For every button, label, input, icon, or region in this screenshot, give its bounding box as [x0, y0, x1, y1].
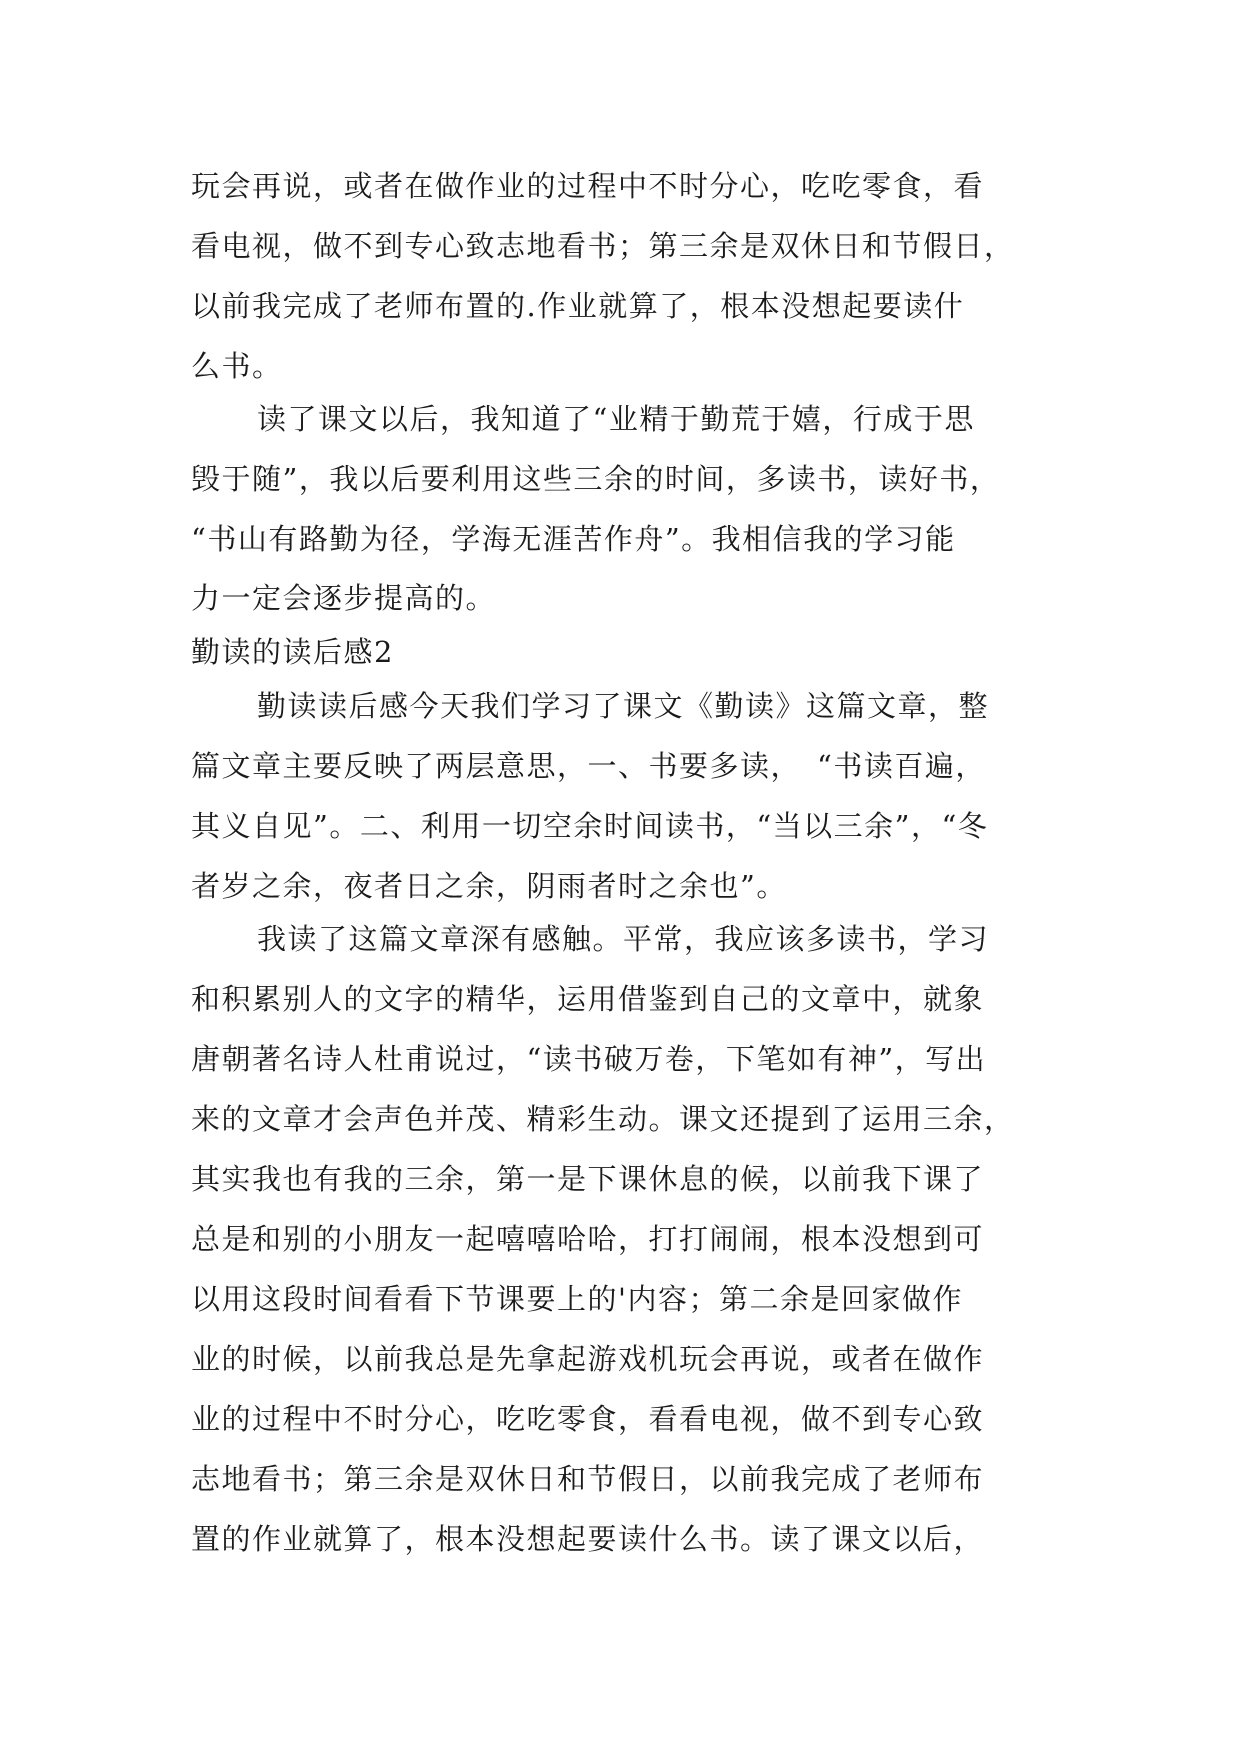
- text-line: 业的过程中不时分心，吃吃零食，看看电视，做不到专心致: [191, 1402, 985, 1436]
- text-line: 来的文章才会声色并茂、精彩生动。课文还提到了运用三余，: [191, 1102, 1015, 1136]
- text-line: 者岁之余，夜者日之余，阴雨者时之余也”。: [191, 869, 787, 903]
- text-line: 玩会再说，或者在做作业的过程中不时分心，吃吃零食，看: [191, 169, 985, 203]
- text-line: 篇文章主要反映了两层意思，一、书要多读， “书读百遍，: [191, 749, 986, 783]
- text-line: 和积累别人的文字的精华，运用借鉴到自己的文章中，就象: [191, 982, 985, 1016]
- text-line: 我读了这篇文章深有感触。平常，我应该多读书，学习: [257, 922, 990, 956]
- text-line: 业的时候，以前我总是先拿起游戏机玩会再说，或者在做作: [191, 1342, 985, 1376]
- text-line: 其义自见”。二、利用一切空余时间读书，“当以三余”，“冬: [191, 809, 989, 843]
- section-heading: 勤读的读后感2: [191, 635, 394, 669]
- text-line: 总是和别的小朋友一起嘻嘻哈哈，打打闹闹，根本没想到可: [191, 1222, 985, 1256]
- text-line: 以前我完成了老师布置的.作业就算了，根本没想起要读什: [191, 289, 965, 323]
- text-line: 唐朝著名诗人杜甫说过，“读书破万卷，下笔如有神”，写出: [191, 1042, 987, 1076]
- text-line: 勤读读后感今天我们学习了课文《勤读》这篇文章，整: [257, 689, 990, 723]
- text-line: 力一定会逐步提高的。: [191, 581, 497, 615]
- text-line: 志地看书；第三余是双休日和节假日，以前我完成了老师布: [191, 1462, 985, 1496]
- text-line: “书山有路勤为径，学海无涯苦作舟”。我相信我的学习能: [191, 522, 956, 556]
- text-line: 其实我也有我的三余，第一是下课休息的候，以前我下课了: [191, 1162, 985, 1196]
- text-line: 置的作业就算了，根本没想起要读什么书。读了课文以后，: [191, 1522, 985, 1556]
- text-line: 读了课文以后，我知道了“业精于勤荒于嬉，行成于思: [257, 402, 975, 436]
- text-line: 毁于随”，我以后要利用这些三余的时间，多读书，读好书，: [191, 462, 1001, 496]
- text-line: 以用这段时间看看下节课要上的'内容；第二余是回家做作: [191, 1282, 963, 1316]
- text-line: 么书。: [191, 349, 283, 383]
- text-line: 看电视，做不到专心致志地看书；第三余是双休日和节假日，: [191, 229, 1015, 263]
